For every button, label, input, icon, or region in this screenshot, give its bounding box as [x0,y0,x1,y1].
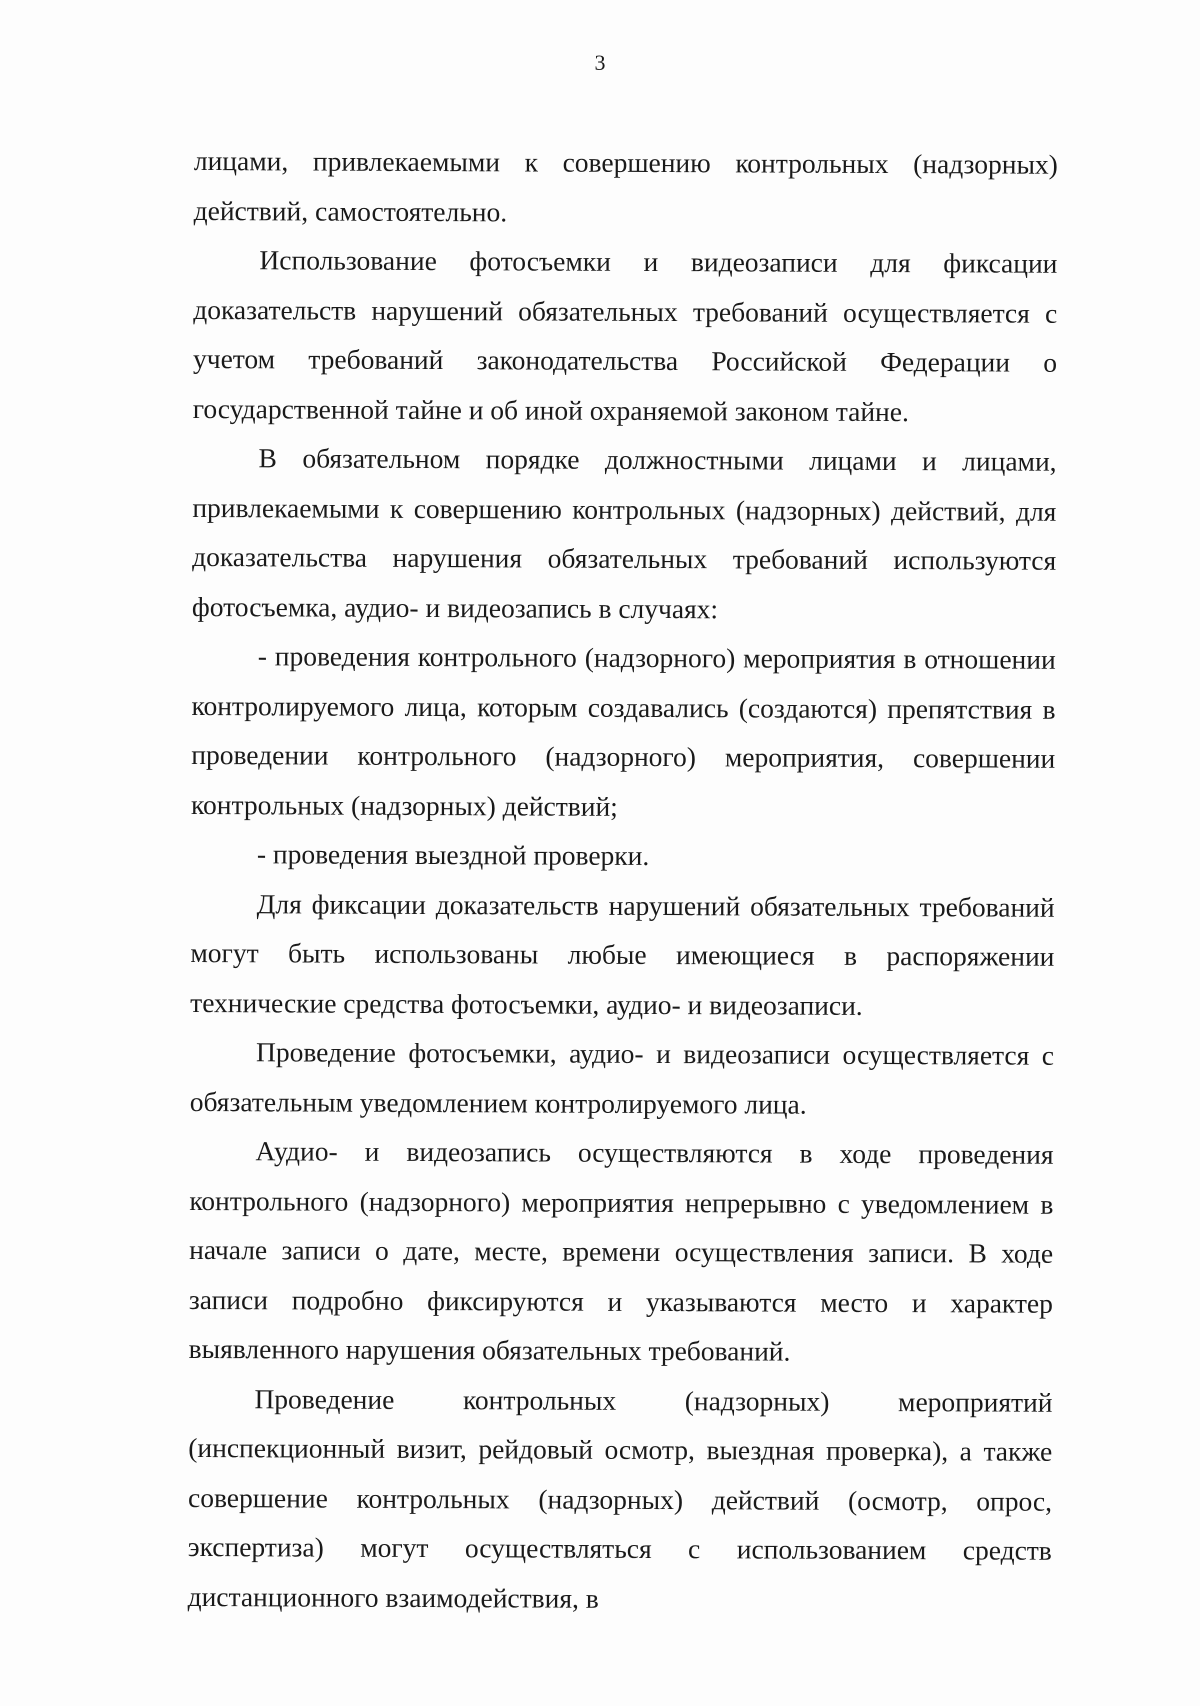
paragraph-photo-video-usage: Использование фотосъемки и видеозаписи для фиксации доказательств нарушений обязательных требований осуществляется с учетом требований законодательства Российской Федерации о государственной тайне и об иной охраняемой законом тайне. [192,244,1058,427]
list-item-obstruction-case: - проведения контрольного (надзорного) мероприятия в отношении контролируемого лица, которым создавались (создаются) препятствия в проведении контрольного (надзорного) мероприятия, совершении контрольных (надзорных) действий; [191,640,1056,822]
paragraph-notification: Проведение фотосъемки, аудио- и видеозаписи осуществляется с обязательным уведомлением контролируемого лица. [189,1036,1055,1120]
page-number: 3 [594,50,606,75]
paragraph-remote-interaction: Проведение контрольных (надзорных) мероприятий (инспекционный визит, рейдовый осмотр, выездная проверка), а также совершение контрольных (надзорных) действий (осмотр, опрос, экспертиза) могут осуществляться с использованием средств дистанционного взаимодействия, в [187,1382,1053,1614]
paragraph-continuation: лицами, привлекаемыми к совершению контрольных (надзорных) действий, самостоятельно. [193,144,1058,227]
paragraph-mandatory-recording: В обязательном порядке должностными лицами и лицами, привлекаемыми к совершению контрольных (надзорных) действий, для доказательства нарушения обязательных требований используются фотосъемка, аудио- и видеозапись в случаях: [191,442,1057,624]
paragraph-technical-means: Для фиксации доказательств нарушений обязательных требований могут быть использованы любые имеющиеся в распоряжении технические средства фотосъемки, аудио- и видеозаписи. [190,887,1055,1021]
paragraph-continuous-recording: Аудио- и видеозапись осуществляются в ходе проведения контрольного (надзорного) мероприятия непрерывно с уведомлением в начале записи о дате, месте, времени осуществления записи. В ходе записи подробно фиксируются и указываются место и характер выявленного нарушения обязательных требований. [188,1135,1054,1367]
document-body [188,136,1058,1625]
list-item-field-inspection: - проведения выездной проверки. [256,838,650,871]
